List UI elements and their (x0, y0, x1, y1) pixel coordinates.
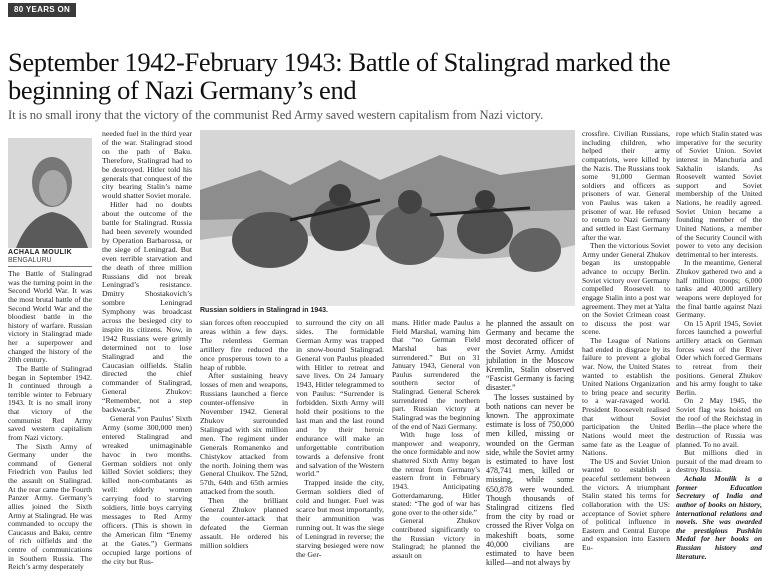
article-column-8 (676, 130, 762, 561)
article-deck: It is no small irony that the victory of the communist Red Army saved western capitalism from Nazi victory. (8, 108, 544, 122)
paragraph: The losses sustained by both nations can never be known. The approximate estimate is loss of 750,000 men killed, missing or wounded on the German side, while the Soviet army is estimated to have lost 478,741 men, killed or missing, while some 650,878 were wounded. Though thousands of Stalingrad citizens fled from the city by road or crossed the River Volga on makeshift boats, some 40,000 civilians are estimated to have been killed—and not always by (486, 392, 574, 568)
article-column-2 (102, 130, 192, 566)
byline-divider (8, 266, 92, 267)
paragraph: The League of Nations had ended in disgrace by its failure to prevent a global war. Now, the United States wanted to establish the United Nations Organization to bring peace and security to a war-ravaged world. President Roosevelt realised that without Soviet participation the United Nations would meet the same fate as the League of Nations. (582, 336, 670, 458)
paragraph: The Battle of Stalingrad began in September 1942. It continued through a terrible winter to February 1943. It is no small irony that victory of the communist Red Army saved western capitalism from Nazi victory. (8, 363, 92, 442)
paragraph: needed fuel in the third year of the war. Stalingrad stood on the path of Baku. Therefore, Stalingrad had to be destroyed. Hitler told his generals that conquest of the city bearing Stalin’s name would shatter Soviet morale. (102, 129, 192, 201)
paragraph: The Sixth Army of Germany under the command of General Friedrich von Paulus led the assault on Stalingrad. At the rear came the Fourth Panzer Army. Germany’s allies joined the Sixth Army at Stalingrad. He was commanded to occupy the Caucasus and Baku, centre of rich oilfields and the centre of communications in Southern Russia. The Reich’s army desperately (8, 441, 92, 572)
paragraph: After sustaining heavy losses of men and weapons, Russians launched a fierce counter-offensive in November 1942. General Zhukov surrounded Stalingrad with six million men. The regiment under Generals Romanenko and Chistykov attacked from the north. Joining them was General Chuikov. The 52nd, 57th, 64th and 65th armies attacked from the south. (200, 371, 288, 497)
paragraph: sian forces often reoccupied areas within a few days. The relentless German artillery fire reduced the once prosperous town to a heap of rubble. (200, 318, 288, 372)
paragraph: General Zhukov contributed significantly to the Russian victory in Stalingrad; he planned the assault on (392, 516, 480, 560)
paragraph: crossfire. Civilian Russians, including children, who helped their army compatriots, were killed by the Nazis. The Russians took some 91,000 German soldiers and officers as prisoners of war. General von Paulus was taken a prisoner of war. He refused to return to Nazi Germany and settled in East Germany after the war. (582, 129, 670, 242)
paragraph: he planned the assault on Germany and became the most decorated officer of the Soviet Army. Amidst jubilation in the Moscow Kremlin, Stalin observed “Fascist Germany is facing disaster.” (486, 319, 574, 393)
author-bio: Achala Moulik is a former Education Secretary of India and author of books on history, international relations and novels. She was awarded the prestigious Pushkin Medal for her books on Russian history and literature. (676, 474, 762, 561)
article-column-5 (392, 319, 480, 561)
paragraph: General von Paulus’ Sixth Army (some 300,000 men) entered Stalingrad and wreaked unimaginable havoc in two months. German soldiers not only killed Soviet soldiers; they killed non-combatants as well: elderly women carrying food to starving soldiers, little boys carrying messages to Red Army officers. (This is shown in the American film “Enemy at the Gates.”) Germans occupied large portions of the city but Rus- (102, 414, 192, 566)
paragraph: The Battle of Stalingrad was the turning point in the Second World War. It was the most brutal battle of the Second World War and the bloodiest battle in the history of warfare. Russian victory in Stalingrad made her a superpower and changed the history of the 20th century. (8, 269, 92, 365)
section-tag: 80 YEARS ON (8, 3, 76, 17)
page-title: September 1942-February 1943: Battle of Stalingrad marked the beginning of Nazi Germany’s end (8, 47, 671, 105)
paragraph: But millions died in pursuit of the mad dream to destroy Russia. (676, 448, 762, 475)
paragraph: rope which Stalin stated was imperative for the security of Soviet Union. Soviet interest in Manchuria and Sakhalin islands. As Roosevelt wanted Soviet support and Soviet membership of the United Nations, he readily agreed. Soviet Union became a founding member of the United Nations, a member of the Security Council with power to veto any decision detrimental to her interests. (676, 129, 762, 259)
article-column-6 (486, 319, 574, 567)
paragraph: On 15 April 1945, Soviet forces launched a powerful artillery attack on German forces west of the River Oder which forced Germans to retreat from their positions. General Zhukov and his army fought to take Berlin. (676, 318, 762, 397)
article-column-7 (582, 130, 670, 553)
article-column-3 (200, 319, 288, 551)
paragraph: The US and Soviet Union wanted to establish a peaceful settlement between the victors. A triumphant Stalin stated his terms for collaboration with the US: acceptance of Soviet sphere of political influence in Eastern and Central Europe and expansion into Eastern Eu- (582, 456, 670, 552)
photo-caption: Russian soldiers in Stalingrad in 1943. (200, 307, 328, 314)
paragraph: mans. Hitler made Paulus a Field Marshal, warning him that “no German Field Marshal has ever surrendered.” But on 31 January 1943, General von Paulus surrendered the southern sector of Stalingrad. General Scherek surrendered the northern part. Russian victory at Stalingrad was the beginning of the end of Nazi Germany. (392, 318, 480, 431)
paragraph: On 2 May 1945, the Soviet flag was hoisted on the roof of the Reichstag in Berlin—the place where the destruction of Russia was planned. To no avail. (676, 396, 762, 449)
byline (8, 249, 92, 264)
author-photo (8, 138, 92, 248)
article-column-4 (296, 319, 384, 559)
paragraph: Trapped inside the city, German soldiers died of cold and hunger. Fuel was scarce but most importantly, their ammunition was running out. It was the siege of Leningrad in reverse; the starving besieged were now the Ger- (296, 478, 384, 559)
author-name: ACHALA MOULIK (8, 249, 73, 256)
paragraph: Hitler had no doubts about the outcome of the battle for Stalingrad. Russia had been severely wounded by Operation Barbarossa, or the siege of Leningrad. But even terrible starvation and the death of three million Russians did not break Leningrad’s resistance. Dmitry Shostakovich’s sombre Leningrad Symphony was broadcast across the besieged city to inspire its citizens. Now, in 1942 Russians were grimly determined not to lose Stalingrad and the Caucasian oilfields. Stalin directed the chief commander of Stalingrad, General Zhukov: “Remember, not a step backwards.” (102, 200, 192, 415)
paragraph: Then the brilliant General Zhukov planned the counter-attack that defeated the German assault. He ordered his million soldiers (200, 496, 288, 550)
paragraph: to surround the city on all sides. The formidable German Army was trapped in snow-bound Stalingrad. General von Paulus pleaded with Hitler to retreat and save lives. On 24 January 1943, Hitler telegrammed to von Paulus: “Surrender is forbidden. Sixth Army will hold their positions to the last man and the last round and by their heroic endurance will make an unforgettable contribution towards a defensive front and salvation of the Western world.” (296, 318, 384, 479)
paragraph: In the meantime, General Zhukov gathered two and a half million troops; 6,000 tanks and 40,000 artillery weapons were deployed for the final battle against Nazi Germany. (676, 258, 762, 320)
article-column-1 (8, 270, 92, 572)
paragraph: Then the victorious Soviet Army under General Zhukov began its unstoppable advance to occupy Berlin. Soviet victory over Germany compelled Roosevelt to engage Stalin into a post war agreement. They met at Yalta on the Soviet Crimean coast to discuss the post war scene. (582, 241, 670, 337)
author-location: BENGALURU (8, 257, 52, 264)
soldiers-photo (200, 130, 575, 306)
paragraph: With huge loss of manpower and weaponry, the once formidable and now shattered Sixth Army began the retreat from Germany’s eastern front in February 1943. Anticipating Gotterdamarung, Hitler stated: “The god of war has gone over to the other side.” (392, 430, 480, 517)
